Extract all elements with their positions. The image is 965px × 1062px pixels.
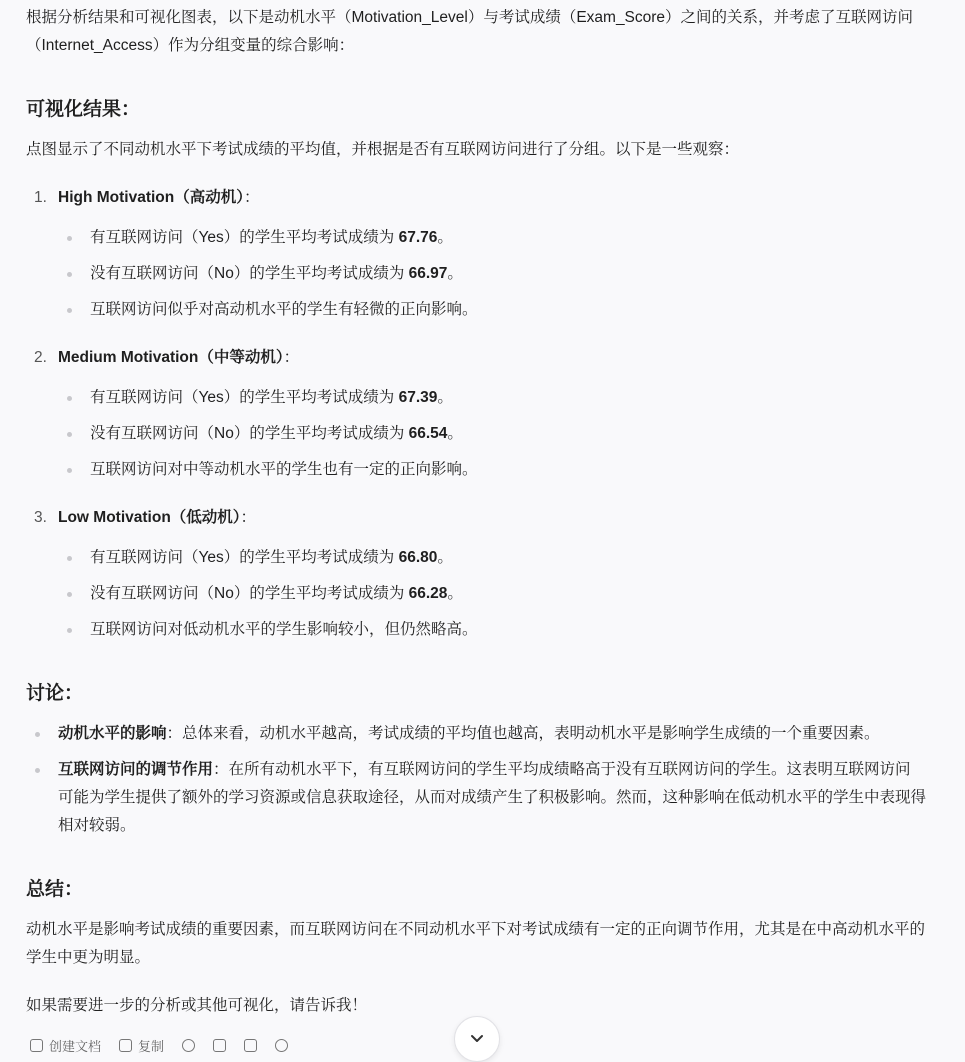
viz-heading: 可视化结果： — [26, 99, 141, 120]
regenerate-button[interactable] — [182, 1039, 195, 1052]
thumbs-up-button[interactable] — [213, 1039, 226, 1052]
level-low-yes: 有互联网访问（Yes）的学生平均考试成绩为 66.80。 — [90, 546, 453, 570]
more-button[interactable] — [275, 1039, 288, 1052]
chevron-down-icon — [468, 1030, 486, 1048]
level-high-note: 互联网访问似乎对高动机水平的学生有轻微的正向影响。 — [90, 298, 478, 322]
level-medium-title: 2. Medium Motivation（中等动机）： — [34, 349, 300, 366]
summary-text: 动机水平是影响考试成绩的重要因素，而互联网访问在不同动机水平下对考试成绩有一定的正向调节作用，尤其是在中高动机水平的学生中更为明显。 — [26, 921, 926, 966]
level-high-no: 没有互联网访问（No）的学生平均考试成绩为 66.97。 — [90, 262, 463, 286]
followup-text: 如果需要进一步的分析或其他可视化，请告诉我！ — [26, 997, 368, 1014]
copy-icon — [119, 1039, 132, 1052]
thumbs-down-button[interactable] — [244, 1039, 257, 1052]
discussion-item-motivation: 动机水平的影响：总体来看，动机水平越高，考试成绩的平均值也越高，表明动机水平是影响学生成绩的一个重要因素。 — [58, 720, 926, 748]
more-icon — [275, 1039, 288, 1052]
document-icon — [30, 1039, 43, 1052]
discussion-item-internet: 互联网访问的调节作用：在所有动机水平下，有互联网访问的学生平均成绩略高于没有互联网访问的学生。这表明互联网访问可能为学生提供了额外的学习资源或信息获取途径，从而对成绩产生了积极影响。然而，这种影响在低动机水平的学生中表现得相对较弱。 — [58, 756, 926, 840]
level-low-no: 没有互联网访问（No）的学生平均考试成绩为 66.28。 — [90, 582, 463, 606]
create-doc-button[interactable]: 创建文档 — [30, 1036, 101, 1055]
intro-paragraph: 根据分析结果和可视化图表，以下是动机水平（Motivation_Level）与考试成绩（Exam_Score）之间的关系，并考虑了互联网访问（Internet_Access）作为分组变量的综合影响： — [26, 9, 914, 54]
thumbs-down-icon — [244, 1039, 257, 1052]
thumbs-up-icon — [213, 1039, 226, 1052]
level-high-yes: 有互联网访问（Yes）的学生平均考试成绩为 67.76。 — [90, 226, 453, 250]
scroll-down-button[interactable] — [454, 1016, 500, 1062]
refresh-icon — [182, 1039, 195, 1052]
level-medium-note: 互联网访问对中等动机水平的学生也有一定的正向影响。 — [90, 458, 478, 482]
level-medium-yes: 有互联网访问（Yes）的学生平均考试成绩为 67.39。 — [90, 386, 453, 410]
viz-description: 点图显示了不同动机水平下考试成绩的平均值，并根据是否有互联网访问进行了分组。以下是一些观察： — [26, 141, 740, 158]
summary-heading: 总结： — [26, 879, 84, 900]
level-medium-no: 没有互联网访问（No）的学生平均考试成绩为 66.54。 — [90, 422, 463, 446]
discussion-heading: 讨论： — [26, 683, 84, 704]
message-toolbar — [30, 1036, 288, 1055]
level-low-note: 互联网访问对低动机水平的学生影响较小，但仍然略高。 — [90, 618, 478, 642]
level-high-title: 1. High Motivation（高动机）： — [34, 189, 260, 206]
copy-button[interactable]: 复制 — [119, 1036, 164, 1055]
level-low-title: 3. Low Motivation（低动机）： — [34, 509, 257, 526]
